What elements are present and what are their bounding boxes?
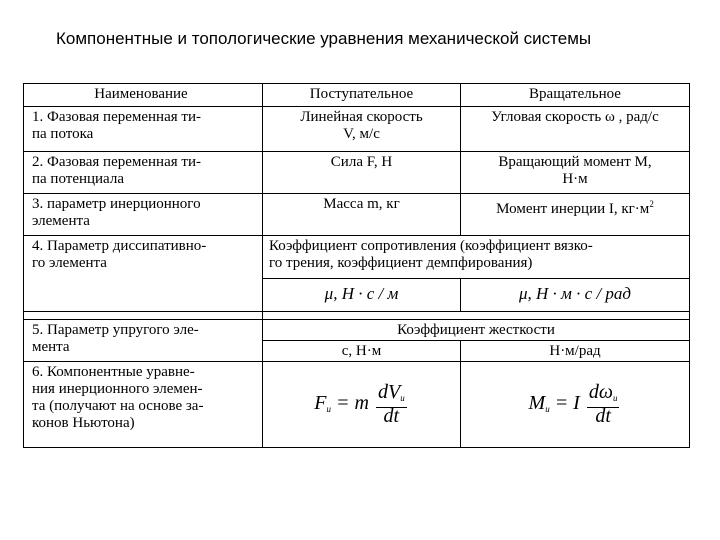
row6-rotational-equation: $M_и = I$ $\frac{d\omega_и}{dt}$ (528, 381, 618, 427)
row1-translational: Линейная скорость V, м/с (300, 109, 423, 142)
page-title: Компонентные и топологические уравнения механической системы (56, 29, 592, 48)
row4-name: 4. Параметр диссипативно- го элемента (32, 238, 207, 271)
header-name: Наименование (94, 86, 188, 102)
row1-rotational: Угловая скорость ω , рад/с (491, 109, 659, 125)
row2-rotational: Вращающий момент М, Н·м (498, 154, 652, 187)
row5-shared: Коэффициент жесткости (397, 322, 555, 338)
row6-translational-equation: $F_и = m$ $\frac{dV_и}{dt}$ (314, 381, 405, 427)
table-row (24, 107, 689, 151)
table-header-row (24, 84, 689, 106)
table-row (24, 362, 689, 447)
header-translational: Поступательное (309, 86, 414, 102)
row4-shared: Коэффициент сопротивления (коэффициент вязко- го трения, коэффициент демпфирования) (269, 238, 593, 271)
row6-name: 6. Компонентные уравне- ния инерционного элемен- та (получают на основе за- конов Ньютона) (32, 364, 204, 431)
row2-translational: Сила F, Н (330, 154, 393, 170)
row5-translational: с, Н·м (341, 343, 382, 359)
component-equations-table (23, 83, 690, 448)
row1-name: 1. Фазовая переменная ти- па потока (32, 109, 201, 142)
header-rotational: Вращательное (529, 86, 621, 102)
row3-translational: Масса m, кг (323, 196, 400, 212)
row2-name: 2. Фазовая переменная ти- па потенциала (32, 154, 201, 187)
row3-name: 3. параметр инерционного элемента (32, 196, 201, 229)
row3-rotational: Момент инерции I, $кг\cdot м^2$ (496, 199, 654, 217)
row4-rotational-units: μ, H · м · c / рад (518, 284, 632, 303)
row4-translational-units: μ, H · c / м (324, 284, 399, 303)
table-row (24, 152, 689, 193)
row5-rotational: Н·м/рад (549, 343, 601, 359)
table-row (24, 194, 689, 235)
table-row (24, 236, 689, 311)
row5-name: 5. Параметр упругого эле- мента (32, 322, 199, 355)
